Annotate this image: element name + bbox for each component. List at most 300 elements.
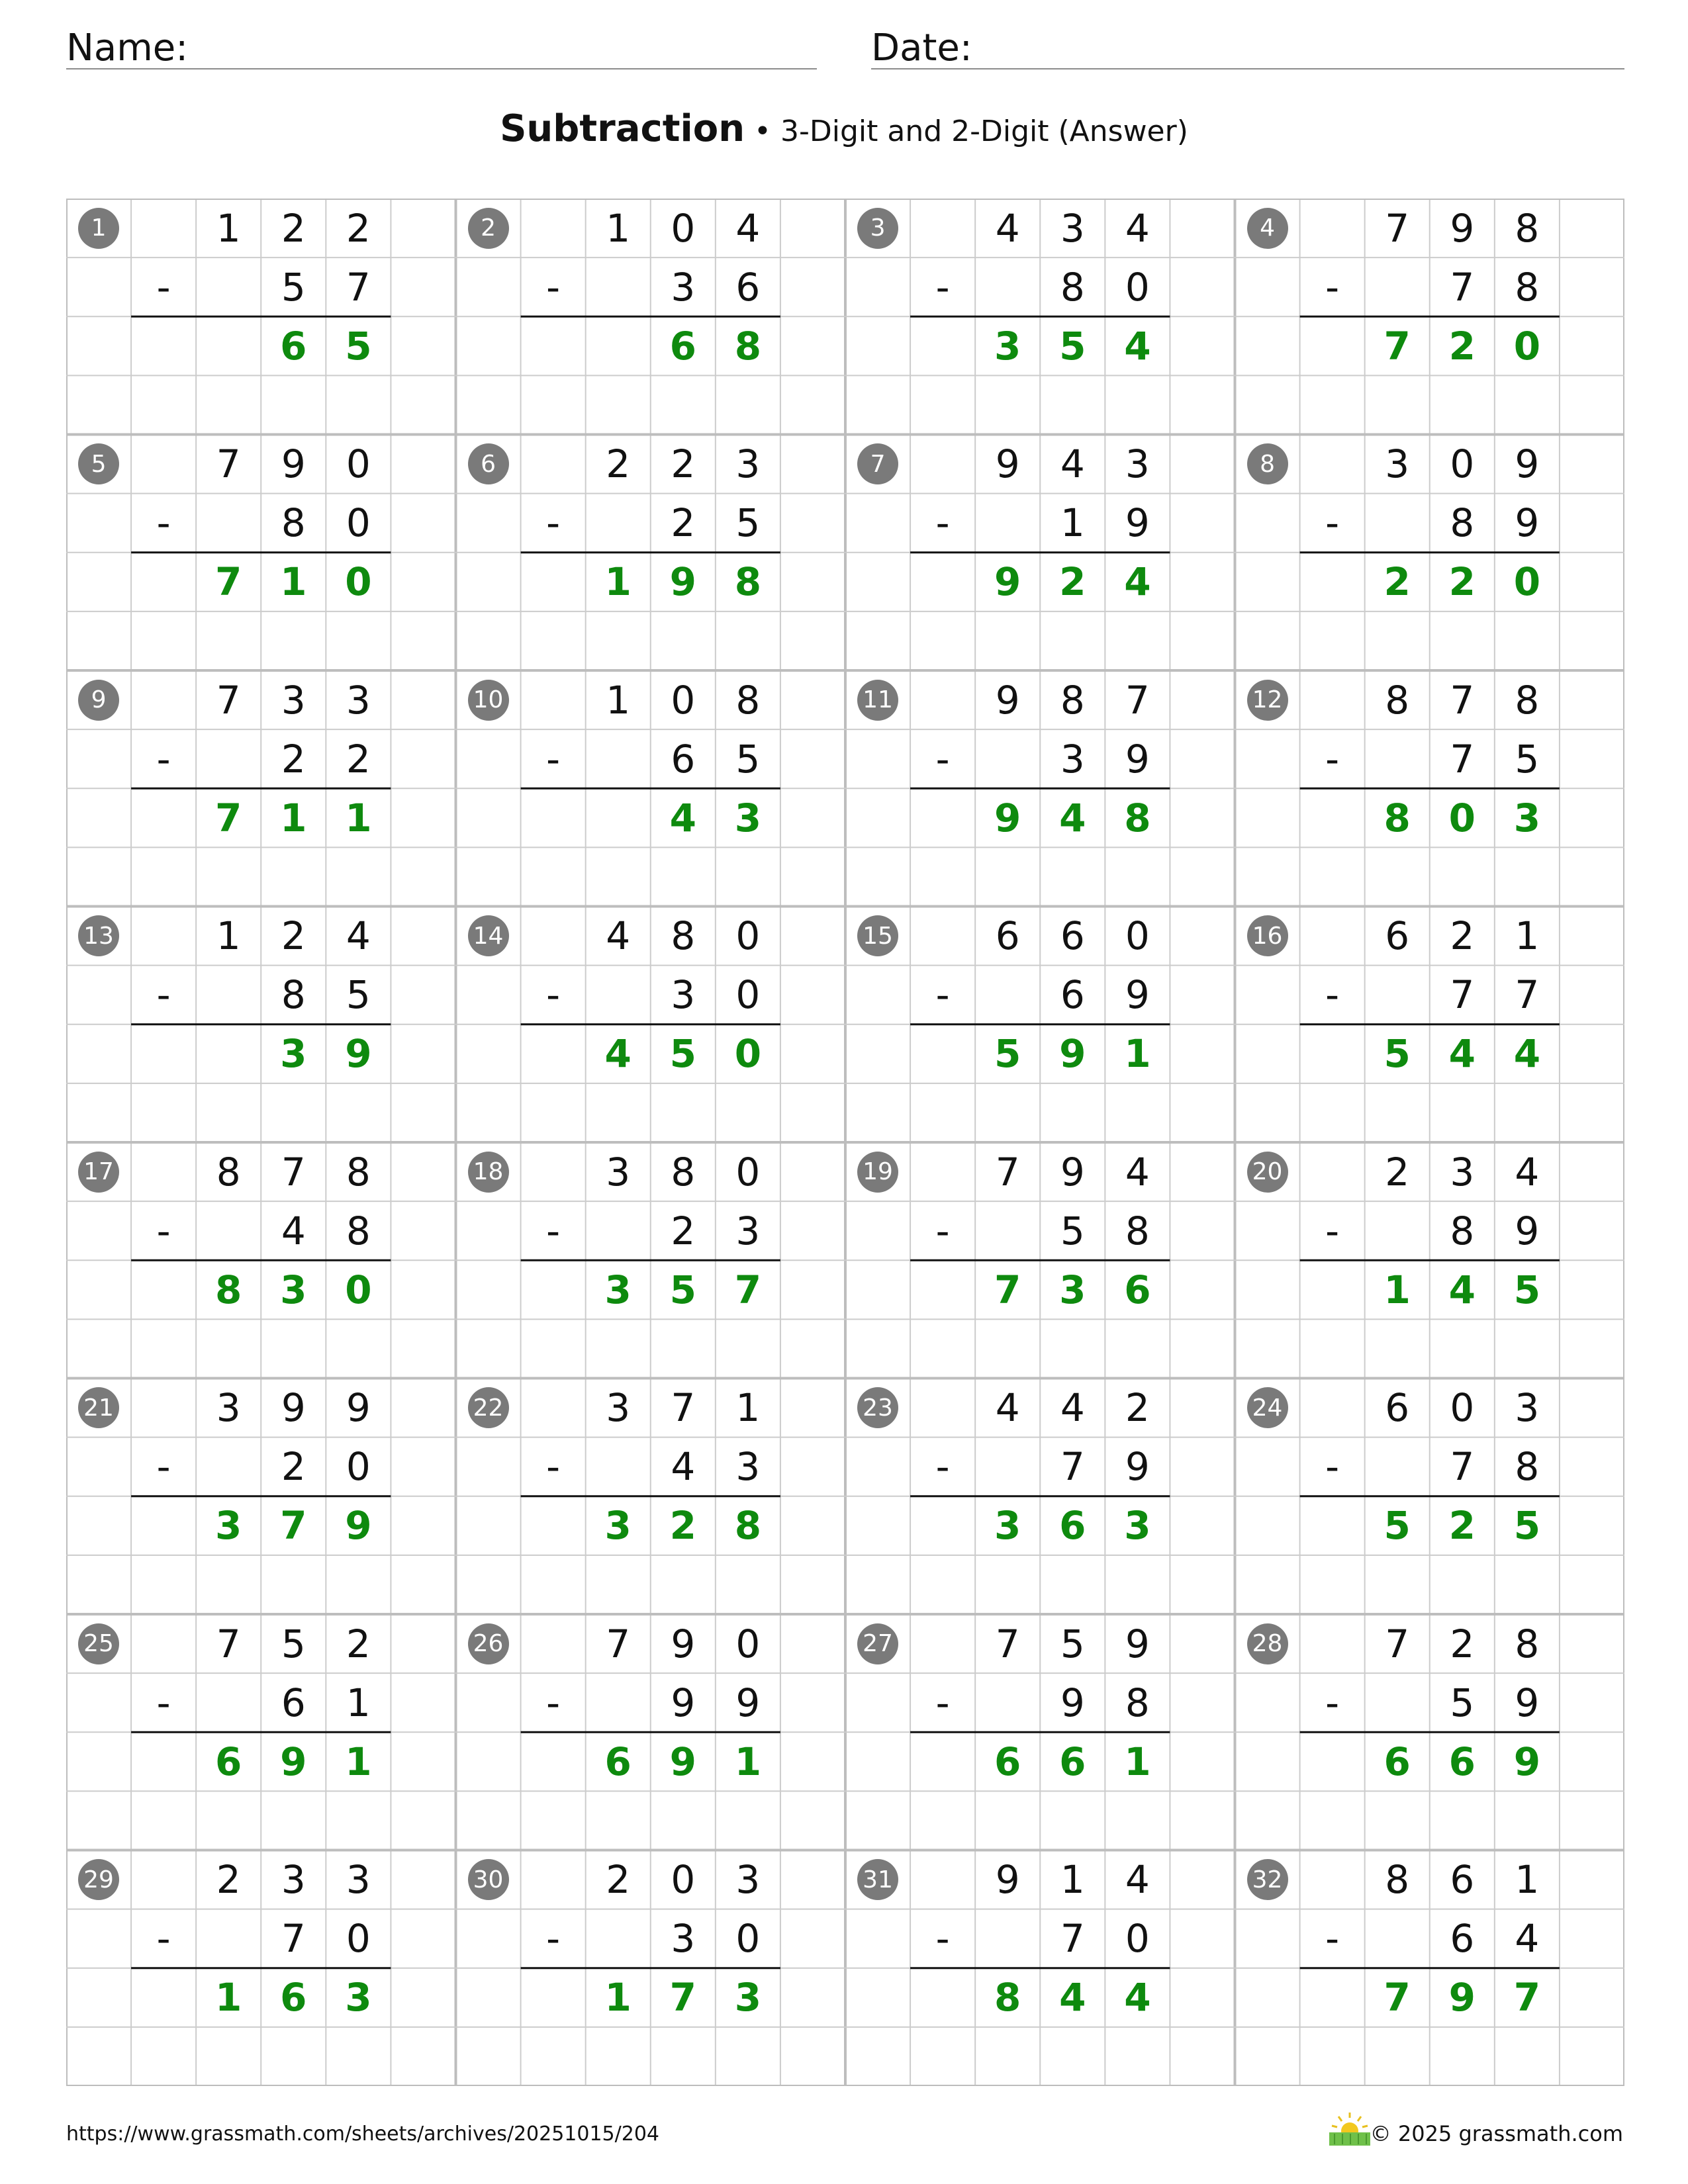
minuend-digit: 3 <box>1060 205 1085 251</box>
subtrahend-digit: 6 <box>1450 1916 1475 1962</box>
minuend-digit: 7 <box>671 1385 696 1431</box>
minuend-digit: 9 <box>1060 1149 1085 1195</box>
problem-number-badge: 5 <box>78 443 119 484</box>
minus-sign: - <box>1325 736 1340 782</box>
minus-sign: - <box>546 1916 561 1962</box>
problem-number-badge: 27 <box>857 1623 898 1664</box>
name-label: Name: <box>66 26 189 69</box>
minus-sign: - <box>1325 972 1340 1018</box>
answer-digit: 6 <box>1059 1503 1086 1549</box>
problem-number-badge: 31 <box>857 1859 898 1900</box>
answer-digit: 7 <box>1383 323 1411 369</box>
answer-digit: 4 <box>1124 323 1151 369</box>
minuend-digit: 6 <box>1450 1857 1475 1903</box>
problem-number-badge: 24 <box>1247 1387 1288 1428</box>
answer-digit: 5 <box>1383 1031 1411 1077</box>
answer-digit: 3 <box>280 1267 307 1312</box>
problem-number-badge: 4 <box>1247 208 1288 249</box>
subtrahend-digit: 8 <box>346 1208 371 1253</box>
minuend-digit: 4 <box>1515 1149 1540 1195</box>
minuend-digit: 4 <box>1125 205 1150 251</box>
answer-digit: 3 <box>345 1975 372 2021</box>
subtrahend-digit: 9 <box>1125 736 1150 782</box>
answer-digit: 6 <box>215 1739 242 1784</box>
answer-digit: 9 <box>345 1031 372 1077</box>
answer-digit: 3 <box>734 795 762 841</box>
minus-sign: - <box>935 1916 950 1962</box>
subtrahend-digit: 0 <box>735 1916 761 1962</box>
minuend-digit: 3 <box>346 677 371 723</box>
minuend-digit: 3 <box>1450 1149 1475 1195</box>
answer-digit: 4 <box>1448 1031 1476 1077</box>
minuend-digit: 9 <box>671 1621 696 1666</box>
minuend-digit: 2 <box>281 913 306 959</box>
minuend-digit: 4 <box>735 205 761 251</box>
answer-digit: 2 <box>669 1503 696 1549</box>
answer-digit: 9 <box>669 1739 696 1784</box>
answer-digit: 1 <box>215 1975 242 2021</box>
minuend-digit: 0 <box>1450 1385 1475 1431</box>
name-line[interactable] <box>66 68 817 69</box>
minuend-digit: 7 <box>1385 205 1410 251</box>
minus-sign: - <box>546 972 561 1018</box>
subtrahend-digit: 9 <box>671 1680 696 1725</box>
problem-number-badge: 29 <box>78 1859 119 1900</box>
problem-grid <box>66 199 1624 2086</box>
subtrahend-digit: 0 <box>735 972 761 1018</box>
subtrahend-digit: 3 <box>671 264 696 310</box>
minuend-digit: 1 <box>216 205 241 251</box>
answer-digit: 6 <box>1383 1739 1411 1784</box>
problem-number-badge: 2 <box>468 208 509 249</box>
minuend-digit: 3 <box>281 1857 306 1903</box>
minuend-digit: 1 <box>1515 913 1540 959</box>
answer-digit: 0 <box>1513 323 1541 369</box>
minuend-digit: 3 <box>1515 1385 1540 1431</box>
minuend-digit: 3 <box>735 1857 761 1903</box>
minuend-digit: 2 <box>1125 1385 1150 1431</box>
subtrahend-digit: 3 <box>1060 736 1085 782</box>
answer-digit: 7 <box>734 1267 762 1312</box>
minuend-digit: 8 <box>671 913 696 959</box>
problem-number-badge: 17 <box>78 1152 119 1193</box>
minuend-digit: 2 <box>1450 1621 1475 1666</box>
problem-number-badge: 8 <box>1247 443 1288 484</box>
subtrahend-digit: 6 <box>735 264 761 310</box>
answer-digit: 3 <box>1059 1267 1086 1312</box>
minuend-digit: 2 <box>671 441 696 487</box>
minuend-digit: 1 <box>606 205 631 251</box>
title-main: Subtraction <box>500 107 745 150</box>
answer-digit: 5 <box>1513 1503 1541 1549</box>
subtrahend-digit: 0 <box>346 500 371 546</box>
minuend-digit: 2 <box>606 441 631 487</box>
subtrahend-digit: 9 <box>735 1680 761 1725</box>
minuend-digit: 7 <box>281 1149 306 1195</box>
answer-digit: 5 <box>669 1267 696 1312</box>
minuend-digit: 2 <box>346 205 371 251</box>
answer-digit: 1 <box>1124 1739 1151 1784</box>
minuend-digit: 3 <box>281 677 306 723</box>
subtrahend-digit: 8 <box>1125 1208 1150 1253</box>
minuend-digit: 8 <box>1515 1621 1540 1666</box>
answer-digit: 2 <box>1448 323 1476 369</box>
answer-digit: 3 <box>604 1267 632 1312</box>
minuend-digit: 9 <box>995 441 1020 487</box>
problem-number-badge: 22 <box>468 1387 509 1428</box>
answer-digit: 4 <box>1059 1975 1086 2021</box>
answer-digit: 6 <box>669 323 696 369</box>
minuend-digit: 9 <box>1515 441 1540 487</box>
minuend-digit: 7 <box>606 1621 631 1666</box>
minus-sign: - <box>156 1680 171 1725</box>
minuend-digit: 2 <box>1385 1149 1410 1195</box>
minus-sign: - <box>546 1208 561 1253</box>
subtrahend-digit: 2 <box>281 1444 306 1490</box>
minuend-digit: 2 <box>346 1621 371 1666</box>
minuend-digit: 4 <box>995 1385 1020 1431</box>
problem-number-badge: 32 <box>1247 1859 1288 1900</box>
subtrahend-digit: 9 <box>1060 1680 1085 1725</box>
minuend-digit: 8 <box>1515 677 1540 723</box>
problem-number-badge: 26 <box>468 1623 509 1664</box>
subtrahend-digit: 0 <box>1125 264 1150 310</box>
subtrahend-digit: 8 <box>1450 1208 1475 1253</box>
minuend-digit: 3 <box>346 1857 371 1903</box>
minuend-digit: 4 <box>995 205 1020 251</box>
minuend-digit: 1 <box>216 913 241 959</box>
subtrahend-digit: 5 <box>1060 1208 1085 1253</box>
problem-number-badge: 12 <box>1247 680 1288 721</box>
minus-sign: - <box>156 736 171 782</box>
minuend-digit: 7 <box>995 1149 1020 1195</box>
minuend-digit: 1 <box>735 1385 761 1431</box>
answer-digit: 2 <box>1448 559 1476 605</box>
minuend-digit: 0 <box>735 913 761 959</box>
answer-digit: 9 <box>1513 1739 1541 1784</box>
minuend-digit: 1 <box>606 677 631 723</box>
subtrahend-digit: 4 <box>671 1444 696 1490</box>
subtrahend-digit: 2 <box>671 1208 696 1253</box>
minuend-digit: 7 <box>216 441 241 487</box>
minuend-digit: 0 <box>1125 913 1150 959</box>
answer-digit: 0 <box>1513 559 1541 605</box>
problem-number-badge: 23 <box>857 1387 898 1428</box>
answer-digit: 6 <box>1448 1739 1476 1784</box>
minus-sign: - <box>1325 1208 1340 1253</box>
minuend-digit: 9 <box>1450 205 1475 251</box>
minuend-digit: 9 <box>346 1385 371 1431</box>
page-title <box>0 106 1688 161</box>
minuend-digit: 9 <box>281 441 306 487</box>
subtrahend-digit: 7 <box>1450 264 1475 310</box>
subtrahend-digit: 5 <box>735 736 761 782</box>
answer-digit: 9 <box>994 795 1021 841</box>
answer-digit: 7 <box>215 795 242 841</box>
answer-digit: 4 <box>1124 1975 1151 2021</box>
minus-sign: - <box>935 1208 950 1253</box>
subtrahend-digit: 0 <box>346 1444 371 1490</box>
problem-number-badge: 1 <box>78 208 119 249</box>
subtrahend-digit: 9 <box>1515 500 1540 546</box>
subtrahend-digit: 5 <box>346 972 371 1018</box>
subtrahend-digit: 7 <box>1450 972 1475 1018</box>
subtrahend-digit: 7 <box>1515 972 1540 1018</box>
answer-digit: 6 <box>280 323 307 369</box>
date-label: Date: <box>871 26 972 69</box>
answer-digit: 7 <box>994 1267 1021 1312</box>
minuend-digit: 4 <box>1125 1857 1150 1903</box>
minuend-digit: 7 <box>1450 677 1475 723</box>
answer-digit: 7 <box>669 1975 696 2021</box>
problem-number-badge: 15 <box>857 915 898 956</box>
subtrahend-digit: 3 <box>735 1208 761 1253</box>
answer-digit: 5 <box>1383 1503 1411 1549</box>
minuend-digit: 4 <box>606 913 631 959</box>
answer-digit: 0 <box>1448 795 1476 841</box>
minuend-digit: 9 <box>995 1857 1020 1903</box>
minuend-digit: 7 <box>995 1621 1020 1666</box>
answer-digit: 6 <box>280 1975 307 2021</box>
subtrahend-digit: 5 <box>1515 736 1540 782</box>
problem-number-badge: 30 <box>468 1859 509 1900</box>
subtrahend-digit: 8 <box>1060 264 1085 310</box>
minuend-digit: 4 <box>1125 1149 1150 1195</box>
minus-sign: - <box>1325 500 1340 546</box>
minuend-digit: 0 <box>671 1857 696 1903</box>
minuend-digit: 3 <box>216 1385 241 1431</box>
answer-digit: 8 <box>215 1267 242 1312</box>
problem-number-badge: 10 <box>468 680 509 721</box>
answer-digit: 6 <box>604 1739 632 1784</box>
minus-sign: - <box>546 264 561 310</box>
subtrahend-digit: 9 <box>1125 1444 1150 1490</box>
minus-sign: - <box>156 1208 171 1253</box>
answer-digit: 5 <box>669 1031 696 1077</box>
problem-number-badge: 20 <box>1247 1152 1288 1193</box>
minuend-digit: 5 <box>1060 1621 1085 1666</box>
minuend-digit: 5 <box>281 1621 306 1666</box>
subtrahend-digit: 8 <box>1125 1680 1150 1725</box>
subtrahend-digit: 4 <box>281 1208 306 1253</box>
subtrahend-digit: 6 <box>671 736 696 782</box>
minuend-digit: 4 <box>346 913 371 959</box>
answer-digit: 1 <box>345 1739 372 1784</box>
problem-number-badge: 11 <box>857 680 898 721</box>
subtrahend-digit: 5 <box>281 264 306 310</box>
minus-sign: - <box>1325 264 1340 310</box>
subtrahend-digit: 0 <box>346 1916 371 1962</box>
answer-digit: 3 <box>1513 795 1541 841</box>
minus-sign: - <box>546 1444 561 1490</box>
minus-sign: - <box>156 500 171 546</box>
minuend-digit: 6 <box>995 913 1020 959</box>
subtrahend-digit: 6 <box>281 1680 306 1725</box>
minuend-digit: 8 <box>1385 677 1410 723</box>
subtrahend-digit: 7 <box>1060 1444 1085 1490</box>
minuend-digit: 0 <box>671 205 696 251</box>
subtrahend-digit: 9 <box>1515 1208 1540 1253</box>
minuend-digit: 3 <box>1385 441 1410 487</box>
subtrahend-digit: 5 <box>1450 1680 1475 1725</box>
subtrahend-digit: 2 <box>281 736 306 782</box>
answer-digit: 8 <box>1124 795 1151 841</box>
answer-digit: 2 <box>1448 1503 1476 1549</box>
minuend-digit: 7 <box>216 677 241 723</box>
subtrahend-digit: 6 <box>1060 972 1085 1018</box>
subtrahend-digit: 7 <box>1450 736 1475 782</box>
minuend-digit: 7 <box>1125 677 1150 723</box>
minuend-digit: 1 <box>1515 1857 1540 1903</box>
minus-sign: - <box>546 736 561 782</box>
subtrahend-digit: 2 <box>671 500 696 546</box>
minuend-digit: 8 <box>1515 205 1540 251</box>
minuend-digit: 0 <box>735 1621 761 1666</box>
problem-number-badge: 28 <box>1247 1623 1288 1664</box>
answer-digit: 3 <box>734 1975 762 2021</box>
answer-digit: 1 <box>280 795 307 841</box>
date-line[interactable] <box>871 68 1624 69</box>
answer-digit: 7 <box>215 559 242 605</box>
answer-digit: 9 <box>669 559 696 605</box>
subtrahend-digit: 8 <box>1515 1444 1540 1490</box>
minuend-digit: 2 <box>606 1857 631 1903</box>
minuend-digit: 6 <box>1060 913 1085 959</box>
answer-digit: 4 <box>604 1031 632 1077</box>
minuend-digit: 3 <box>735 441 761 487</box>
answer-digit: 7 <box>1383 1975 1411 2021</box>
footer-url: https://www.grassmath.com/sheets/archives/20251015/204 <box>66 2122 660 2146</box>
answer-digit: 8 <box>1383 795 1411 841</box>
answer-digit: 1 <box>604 559 632 605</box>
subtrahend-digit: 9 <box>1125 500 1150 546</box>
subtrahend-digit: 4 <box>1515 1916 1540 1962</box>
subtrahend-digit: 5 <box>735 500 761 546</box>
answer-digit: 3 <box>604 1503 632 1549</box>
answer-digit: 7 <box>1513 1975 1541 2021</box>
subtrahend-digit: 2 <box>346 736 371 782</box>
problem-number-badge: 13 <box>78 915 119 956</box>
subtrahend-digit: 9 <box>1515 1680 1540 1725</box>
minuend-digit: 3 <box>606 1149 631 1195</box>
minuend-digit: 8 <box>1385 1857 1410 1903</box>
minuend-digit: 0 <box>671 677 696 723</box>
minus-sign: - <box>935 1444 950 1490</box>
minuend-digit: 8 <box>671 1149 696 1195</box>
subtrahend-digit: 8 <box>1515 264 1540 310</box>
minuend-digit: 2 <box>1450 913 1475 959</box>
minus-sign: - <box>935 1680 950 1725</box>
minus-sign: - <box>546 500 561 546</box>
minuend-digit: 3 <box>1125 441 1150 487</box>
minuend-digit: 6 <box>1385 1385 1410 1431</box>
answer-digit: 1 <box>1383 1267 1411 1312</box>
answer-digit: 4 <box>669 795 696 841</box>
minuend-digit: 0 <box>735 1149 761 1195</box>
subtrahend-digit: 0 <box>1125 1916 1150 1962</box>
answer-digit: 8 <box>734 559 762 605</box>
minuend-digit: 4 <box>1060 441 1085 487</box>
minuend-digit: 2 <box>281 205 306 251</box>
subtrahend-digit: 8 <box>1450 500 1475 546</box>
minus-sign: - <box>156 1916 171 1962</box>
problem-number-badge: 18 <box>468 1152 509 1193</box>
subtrahend-digit: 8 <box>281 500 306 546</box>
minuend-digit: 9 <box>281 1385 306 1431</box>
problem-number-badge: 9 <box>78 680 119 721</box>
answer-digit: 3 <box>215 1503 242 1549</box>
answer-digit: 0 <box>734 1031 762 1077</box>
answer-digit: 1 <box>345 795 372 841</box>
minuend-digit: 0 <box>1450 441 1475 487</box>
answer-digit: 5 <box>994 1031 1021 1077</box>
minuend-digit: 9 <box>995 677 1020 723</box>
minuend-digit: 1 <box>1060 1857 1085 1903</box>
minuend-digit: 4 <box>1060 1385 1085 1431</box>
subtrahend-digit: 7 <box>1450 1444 1475 1490</box>
answer-digit: 8 <box>734 323 762 369</box>
answer-digit: 6 <box>1124 1267 1151 1312</box>
answer-digit: 5 <box>1059 323 1086 369</box>
answer-digit: 8 <box>734 1503 762 1549</box>
answer-digit: 6 <box>1059 1739 1086 1784</box>
answer-digit: 9 <box>345 1503 372 1549</box>
problem-number-badge: 7 <box>857 443 898 484</box>
subtrahend-digit: 7 <box>1060 1916 1085 1962</box>
answer-digit: 1 <box>1124 1031 1151 1077</box>
answer-digit: 5 <box>345 323 372 369</box>
problem-number-badge: 14 <box>468 915 509 956</box>
minus-sign: - <box>156 264 171 310</box>
answer-digit: 9 <box>1059 1031 1086 1077</box>
answer-digit: 4 <box>1059 795 1086 841</box>
answer-digit: 9 <box>994 559 1021 605</box>
minus-sign: - <box>935 500 950 546</box>
subtrahend-digit: 3 <box>735 1444 761 1490</box>
answer-digit: 3 <box>994 323 1021 369</box>
minuend-digit: 8 <box>1060 677 1085 723</box>
subtrahend-digit: 3 <box>671 972 696 1018</box>
minus-sign: - <box>1325 1916 1340 1962</box>
minus-sign: - <box>1325 1680 1340 1725</box>
title-subtitle: • 3-Digit and 2-Digit (Answer) <box>745 114 1188 148</box>
answer-digit: 0 <box>345 1267 372 1312</box>
footer-copyright: © 2025 grassmath.com <box>1370 2121 1623 2146</box>
answer-digit: 9 <box>280 1739 307 1784</box>
subtrahend-digit: 7 <box>281 1916 306 1962</box>
answer-digit: 4 <box>1448 1267 1476 1312</box>
minus-sign: - <box>935 264 950 310</box>
subtrahend-digit: 7 <box>346 264 371 310</box>
answer-digit: 1 <box>734 1739 762 1784</box>
minuend-digit: 3 <box>606 1385 631 1431</box>
problem-number-badge: 3 <box>857 208 898 249</box>
sun-over-grass-logo-icon <box>1327 2111 1373 2148</box>
minuend-digit: 8 <box>346 1149 371 1195</box>
answer-digit: 1 <box>280 559 307 605</box>
answer-digit: 4 <box>1124 559 1151 605</box>
subtrahend-digit: 8 <box>281 972 306 1018</box>
problem-number-badge: 25 <box>78 1623 119 1664</box>
minuend-digit: 7 <box>1385 1621 1410 1666</box>
minus-sign: - <box>935 972 950 1018</box>
minus-sign: - <box>156 1444 171 1490</box>
subtrahend-digit: 9 <box>1125 972 1150 1018</box>
answer-digit: 0 <box>345 559 372 605</box>
answer-digit: 5 <box>1513 1267 1541 1312</box>
minus-sign: - <box>1325 1444 1340 1490</box>
minus-sign: - <box>546 1680 561 1725</box>
